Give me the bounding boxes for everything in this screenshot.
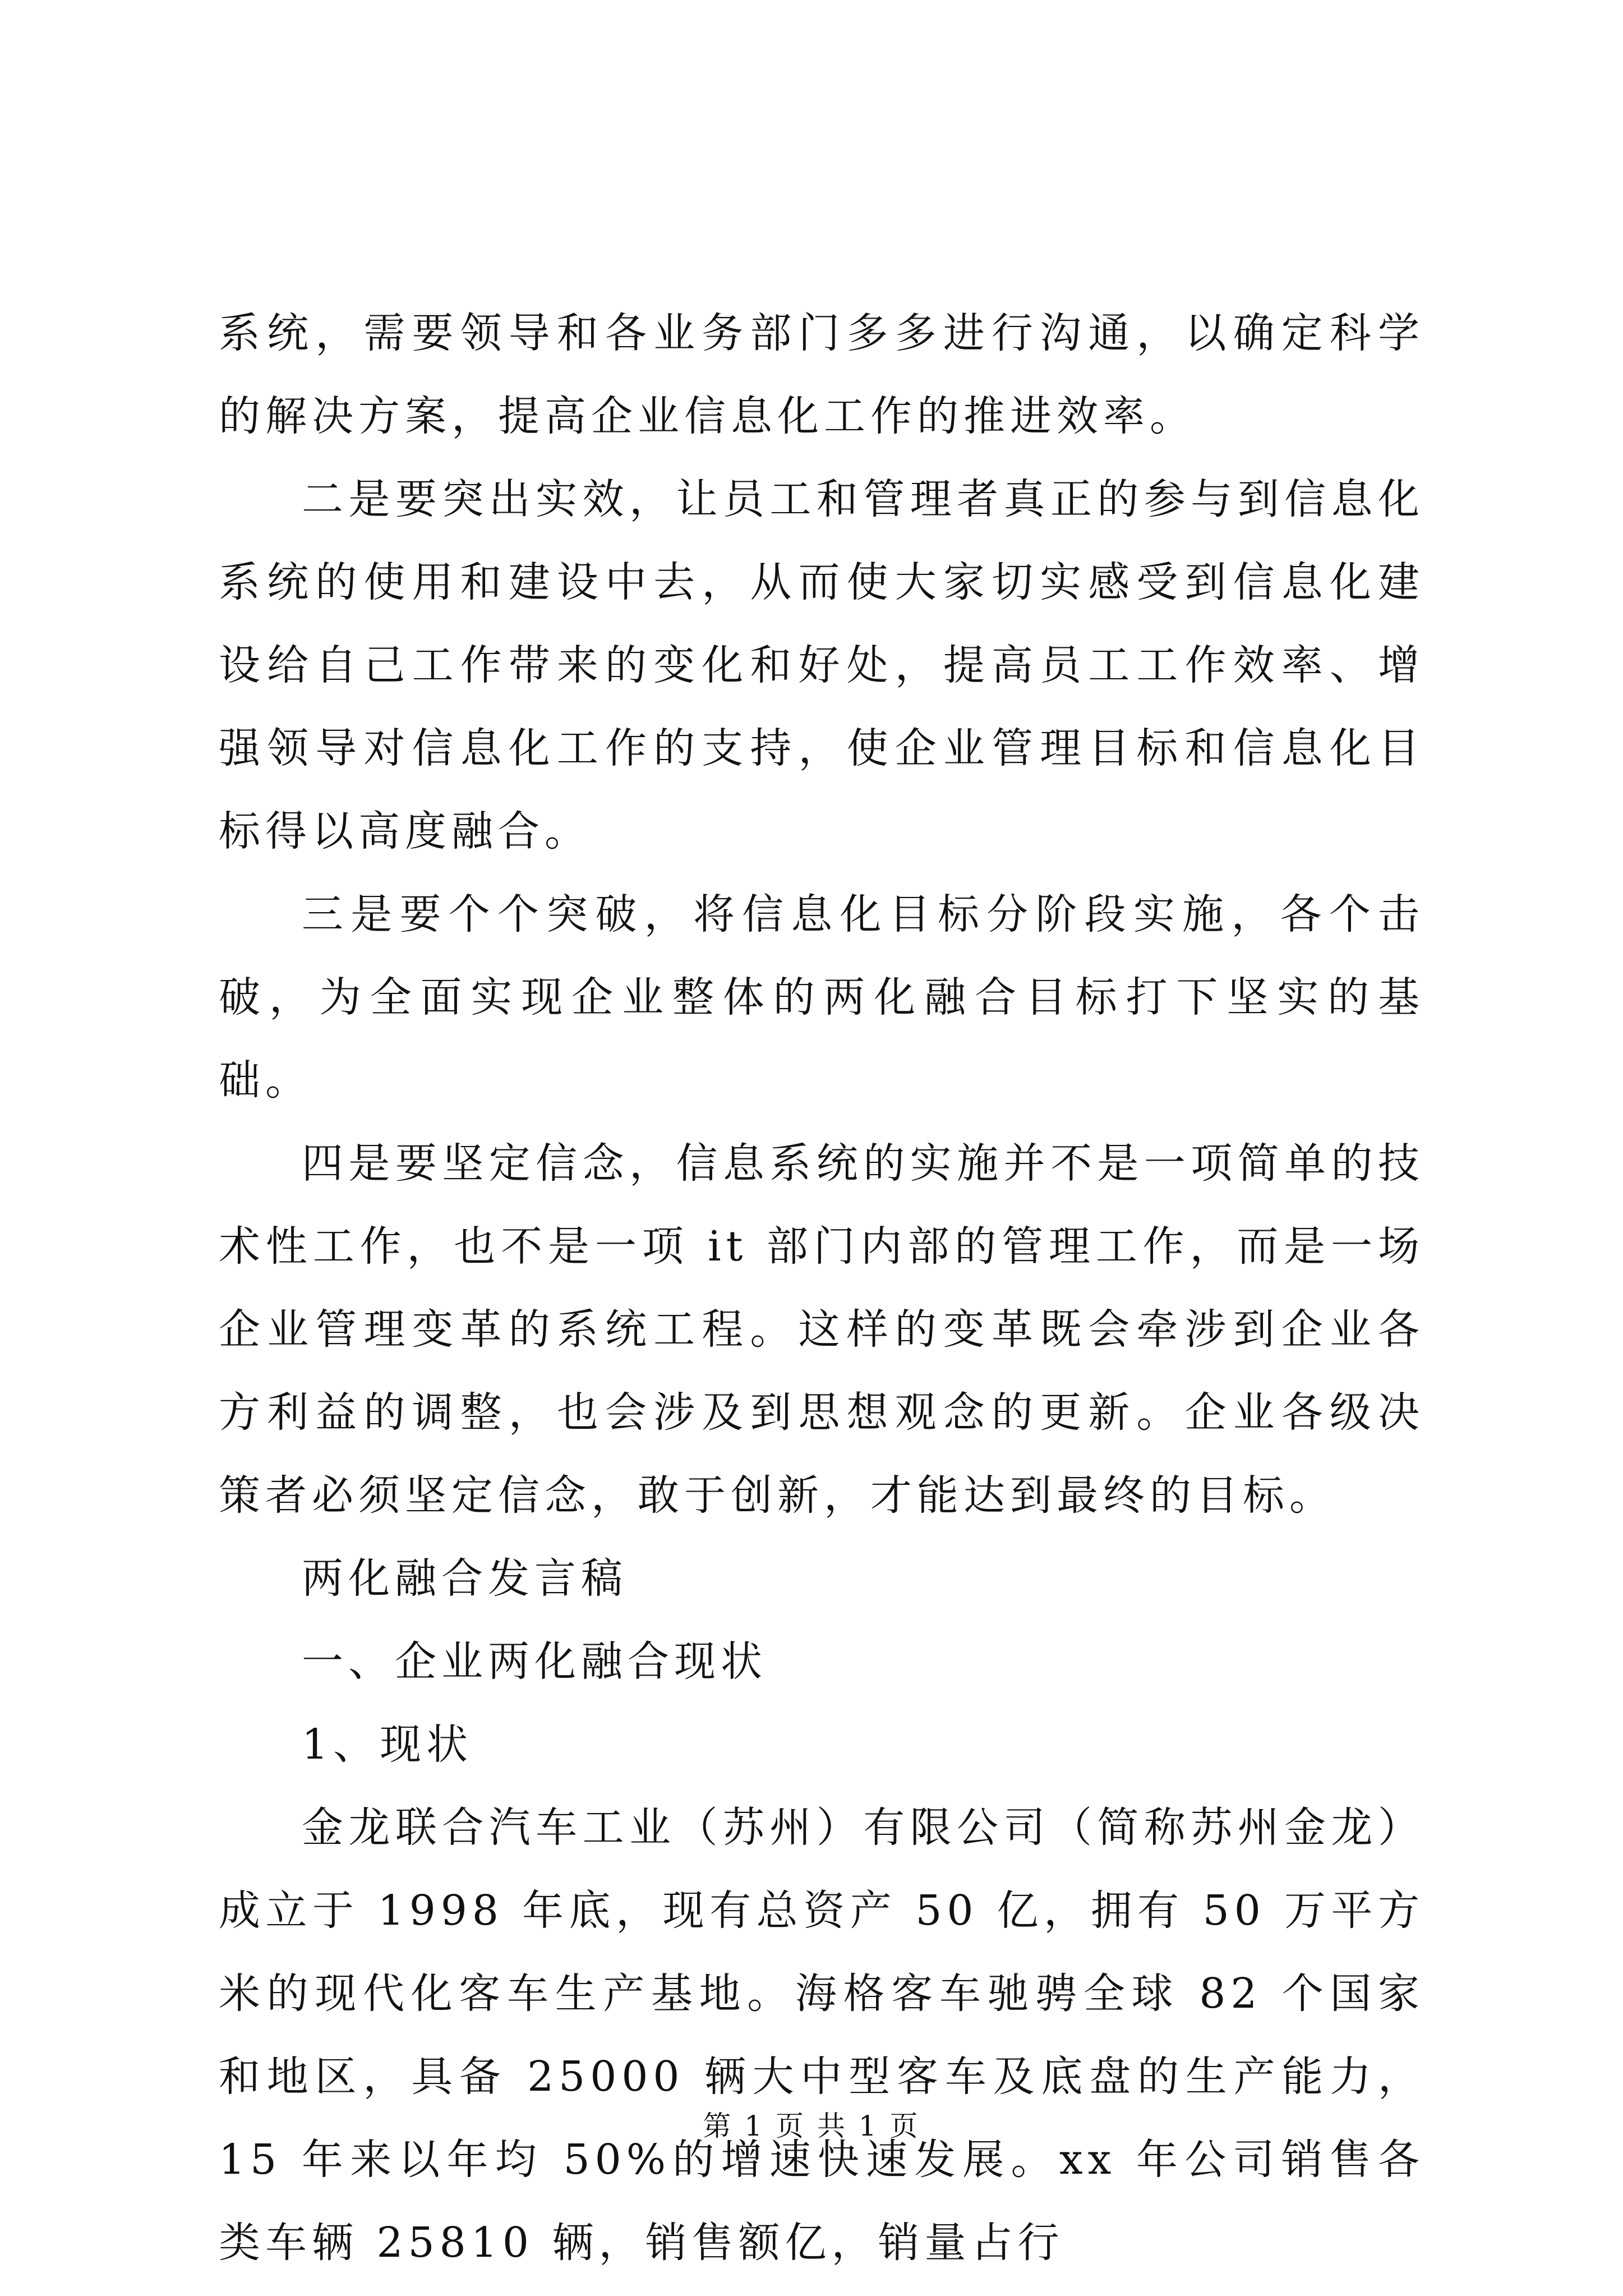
section-title: 两化融合发言稿 bbox=[302, 1554, 628, 1603]
paragraph-2: 二是要突出实效，让员工和管理者真正的参与到信息化系统的使用和建设中去，从而使大家切实感受到信息化建设给自己工作带来的变化和好处，提高员工工作效率、增强领导对信息化工作的支持，使企业管理目标和信息化目标得以高度融合。 bbox=[219, 475, 1424, 855]
subheading-1: 1、现状 bbox=[302, 1720, 473, 1769]
paragraph-3: 三是要个个突破，将信息化目标分阶段实施，各个击破，为全面实现企业整体的两化融合目标打下坚实的基础。 bbox=[219, 890, 1424, 1105]
heading-1: 一、企业两化融合现状 bbox=[302, 1637, 767, 1686]
paragraph-5: 金龙联合汽车工业（苏州）有限公司（简称苏州金龙）成立于 1998 年底，现有总资产 50 亿，拥有 50 万平方米的现代化客车生产基地。海格客车驰骋全球 82 个国家和地区，具备 25000 辆大中型客车及底盘的生产能力，15 年来以年均 50%的增速快速发展。xx 年公司销售各类车辆 25810 辆，销售额亿，销量占行 bbox=[219, 1803, 1424, 2267]
paragraph-1: 系统，需要领导和各业务部门多多进行沟通，以确定科学的解决方案，提高企业信息化工作的推进效率。 bbox=[219, 309, 1424, 440]
paragraph-4: 四是要坚定信念，信息系统的实施并不是一项简单的技术性工作，也不是一项 it 部门内部的管理工作，而是一场企业管理变革的系统工程。这样的变革既会牵涉到企业各方利益的调整，也会涉及到思想观念的更新。企业各级决策者必须坚定信念，敢于创新，才能达到最终的目标。 bbox=[219, 1139, 1424, 1520]
document-body bbox=[219, 292, 1424, 2284]
page-footer: 第 1 页 共 1 页 bbox=[703, 2110, 920, 2142]
